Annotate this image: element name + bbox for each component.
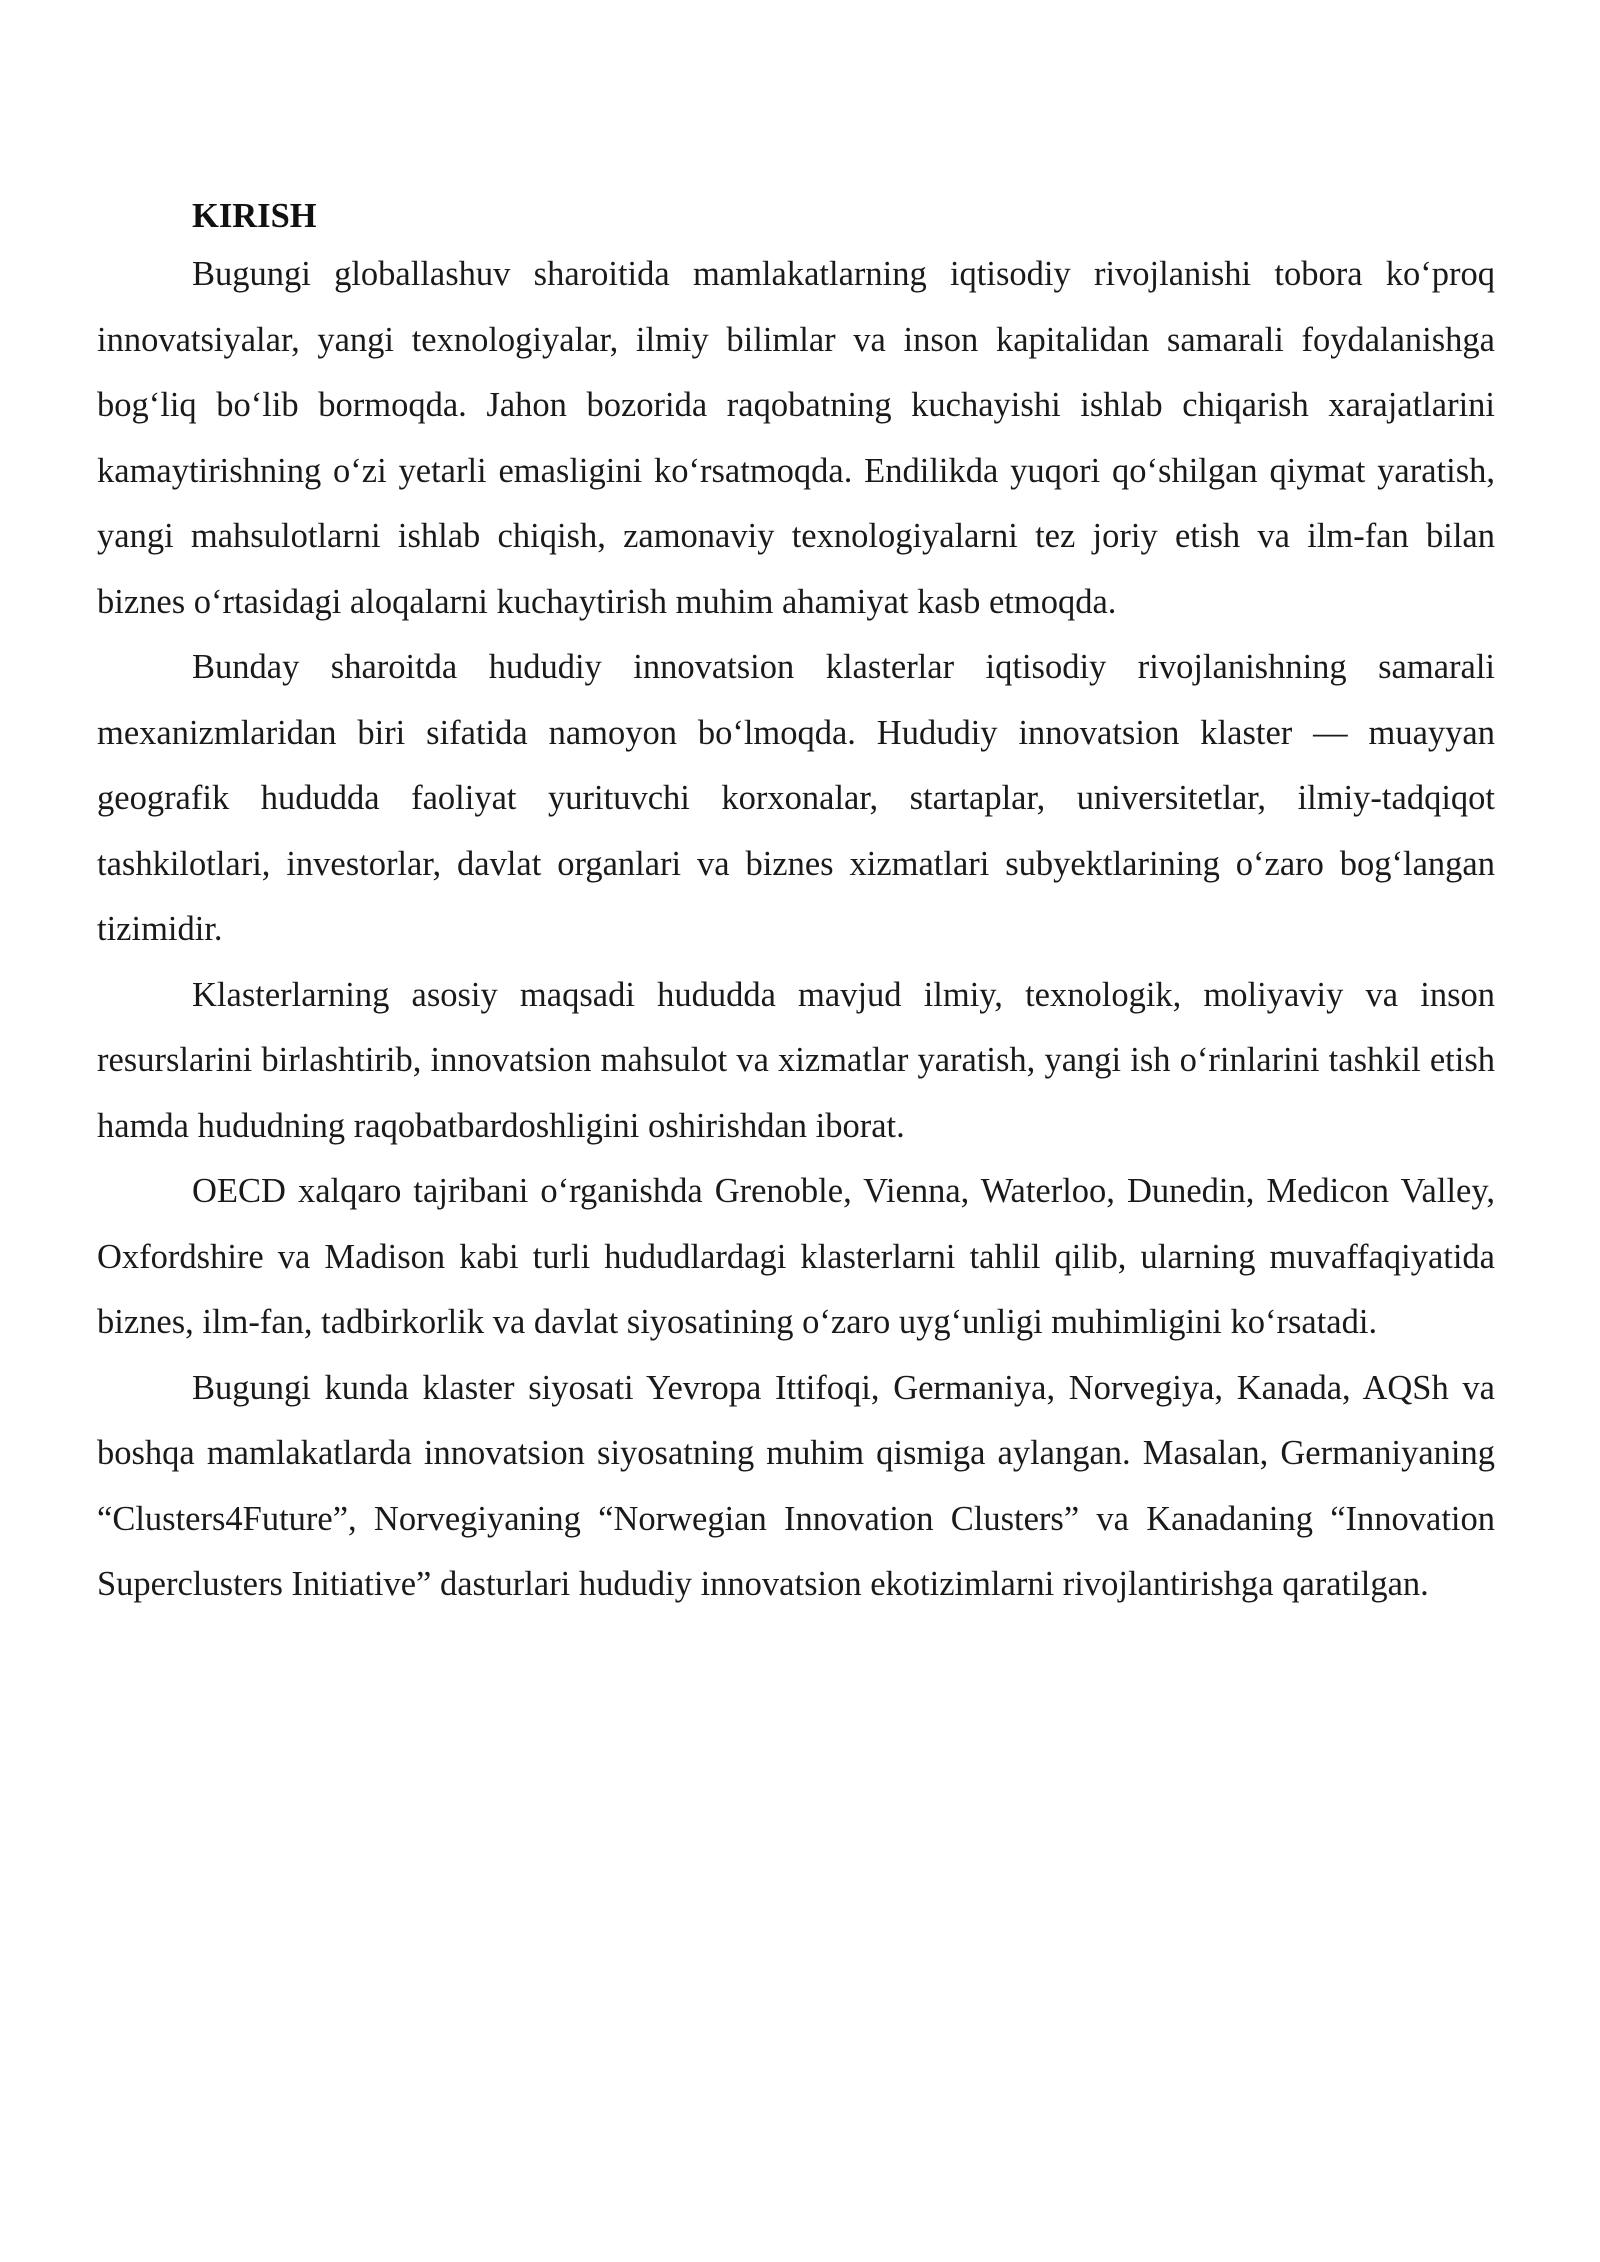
document-body [97,190,1495,1618]
paragraph-3: Klasterlarning asosiy maqsadi hududda mavjud ilmiy, texnologik, moliyaviy va inson resurslarini birlashtirib, innovatsion mahsulot va xizmatlar yaratish, yangi ish o‘rinlarini tashkil etish hamda hududning raqobatbardoshligini oshirishdan iborat. [97,975,1495,1145]
section-heading: KIRISH [192,197,317,235]
paragraph-5: Bugungi kunda klaster siyosati Yevropa Ittifoqi, Germaniya, Norvegiya, Kanada, AQSh va boshqa mamlakatlarda innovatsion siyosatning muhim qismiga aylangan. Masalan, Germaniyaning “Clusters4Future”, Norvegiyaning “Norwegian Innovation Clusters” va Kanadaning “Innovation Superclusters Initiative” dasturlari hududiy innovatsion ekotizimlarni rivojlantirishga qaratilgan. [97,1368,1495,1603]
paragraph-4: OECD xalqaro tajribani o‘rganishda Grenoble, Vienna, Waterloo, Dunedin, Medicon Valley, Oxfordshire va Madison kabi turli hududlardagi klasterlarni tahlil qilib, ularning muvaffaqiyatida biznes, ilm-fan, tadbirkorlik va davlat siyosatining o‘zaro uyg‘unligi muhimligini ko‘rsatadi. [97,1172,1495,1341]
paragraph-1: Bugungi globallashuv sharoitida mamlakatlarning iqtisodiy rivojlanishi tobora ko‘proq innovatsiyalar, yangi texnologiyalar, ilmiy bilimlar va inson kapitalidan samarali foydalanishga bog‘liq bo‘lib bormoqda. Jahon bozorida raqobatning kuchayishi ishlab chiqarish xarajatlarini kamaytirishning o‘zi yetarli emasligini ko‘rsatmoqda. Endilikda yuqori qo‘shilgan qiymat yaratish, yangi mahsulotlarni ishlab chiqish, zamonaviy texnologiyalarni tez joriy etish va ilm-fan bilan biznes o‘rtasidagi aloqalarni kuchaytirish muhim ahamiyat kasb etmoqda. [97,255,1495,621]
paragraph-2: Bunday sharoitda hududiy innovatsion klasterlar iqtisodiy rivojlanishning samarali mexanizmlaridan biri sifatida namoyon bo‘lmoqda. Hududiy innovatsion klaster — muayyan geografik hududda faoliyat yurituvchi korxonalar, startaplar, universitetlar, ilmiy-tadqiqot tashkilotlari, investorlar, davlat organlari va biznes xizmatlari subyektlarining o‘zaro bog‘langan tizimidir. [97,648,1495,948]
